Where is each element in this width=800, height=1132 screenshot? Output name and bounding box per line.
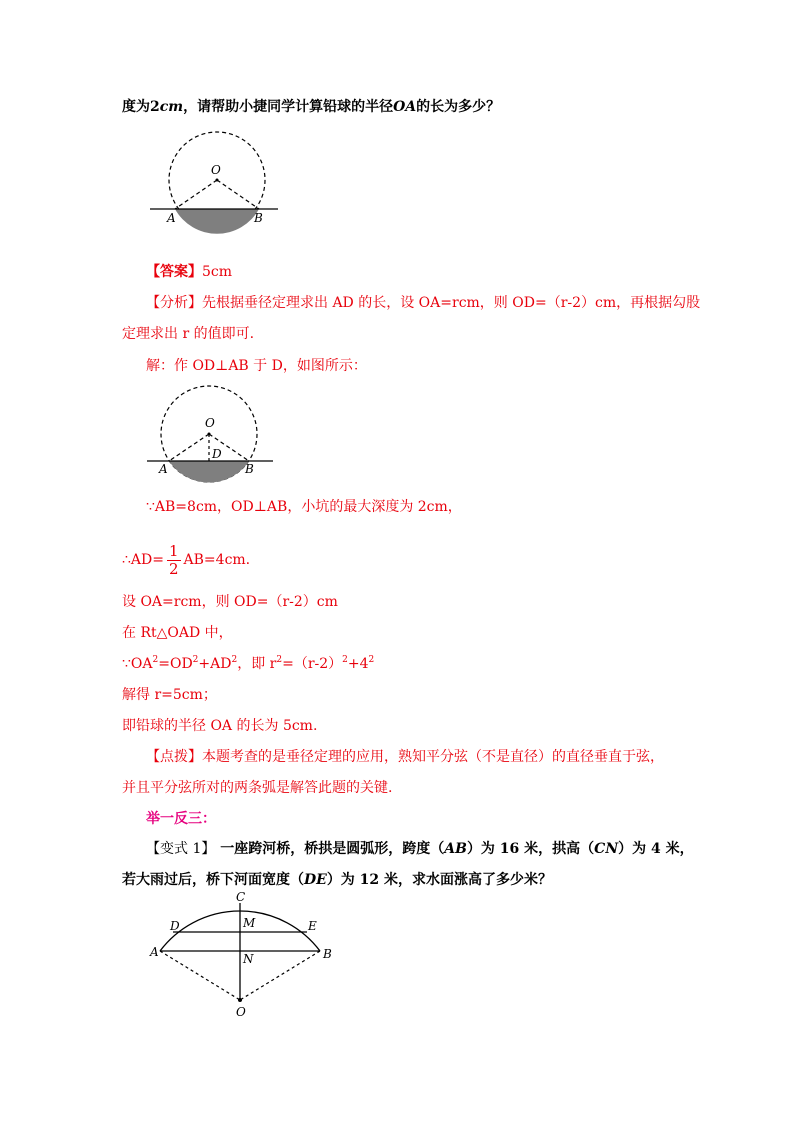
answer-value: 5cm <box>202 264 233 280</box>
fraction-denominator: 2 <box>168 559 179 578</box>
eq-part: =（r-2） <box>282 656 343 672</box>
center-point <box>216 179 219 182</box>
variant-line-2 <box>122 871 552 889</box>
label-a: A <box>159 462 168 476</box>
solution-step-1: ∵AB=8cm，OD⊥AB，小坑的最大深度为 2cm， <box>146 499 462 515</box>
eq-part: +AD <box>198 656 232 672</box>
radius-ob <box>217 180 259 209</box>
figure-circle-pit <box>150 126 290 236</box>
radius-var: OA <box>393 99 417 115</box>
solution-intro: 解：作 OD⊥AB 于 D，如图所示： <box>146 358 367 374</box>
label-b: B <box>245 462 254 476</box>
problem-text: ，请帮助小捷同学计算铅球的半径 <box>183 99 394 115</box>
var-cn: CN <box>594 841 619 857</box>
label-d: D <box>212 447 222 461</box>
analysis-tag: 【分析】 <box>146 295 202 311</box>
tip-text: 本题考查的是垂径定理的应用，熟知平分弦（不是直径）的直径垂直于弦， <box>202 749 664 765</box>
variant-text: ）为 16 米，拱高（ <box>466 841 595 857</box>
figure-circle-pit-with-d <box>147 379 287 489</box>
label-n: N <box>243 952 254 966</box>
step2-suffix: AB=4cm. <box>183 552 251 568</box>
eq-part: =OD <box>158 656 193 672</box>
step2-prefix: ∴AD= <box>122 552 164 568</box>
label-o: O <box>211 163 221 177</box>
label-a: A <box>167 211 176 225</box>
answer-line <box>146 263 232 281</box>
variant-tag: 【变式 1】 <box>146 841 216 857</box>
exponent: 2 <box>276 655 283 665</box>
eq-part: ，即 r <box>237 656 277 672</box>
shaded-segment <box>175 209 259 234</box>
answer-tag: 【答案】 <box>146 264 202 280</box>
tip-tag: 【点拨】 <box>146 749 202 765</box>
exponent: 2 <box>192 655 199 665</box>
label-m: M <box>243 916 256 930</box>
exponent: 2 <box>152 655 159 665</box>
solution-step-4: 在 Rt△OAD 中， <box>122 625 233 641</box>
var-ab: AB <box>444 841 467 857</box>
analysis-line-2: 定理求出 r 的值即可. <box>122 326 255 342</box>
radius-ao <box>160 951 240 1000</box>
solution-step-2 <box>122 542 250 578</box>
solution-step-7: 即铅球的半径 OA 的长为 5cm. <box>122 718 318 734</box>
label-e: E <box>308 919 317 933</box>
problem-text: 度为 <box>122 99 150 115</box>
variant-text: 若大雨过后，桥下河面宽度（ <box>122 872 304 888</box>
problem-text: 的长为多少？ <box>416 99 501 115</box>
depth-unit: cm <box>159 99 184 115</box>
analysis-text: 先根据垂径定理求出 AD 的长，设 OA=rcm，则 OD=（r-2）cm，再根据勾股 <box>202 295 701 311</box>
variant-text: ）为 12 米，求水面涨高了多少米？ <box>326 872 553 888</box>
fraction-half <box>167 543 181 578</box>
exponent: 2 <box>342 655 348 665</box>
eq-part: +4 <box>347 656 369 672</box>
section-title: 举一反三： <box>146 811 216 827</box>
variant-line-1 <box>146 840 694 858</box>
problem-statement <box>122 98 500 116</box>
tip-line-1 <box>146 748 664 766</box>
label-b: B <box>254 211 263 225</box>
label-b: B <box>323 947 332 961</box>
label-a: A <box>150 945 159 959</box>
radius-oa <box>169 434 209 461</box>
label-o: O <box>236 1005 246 1019</box>
radius-oa <box>175 180 217 209</box>
figure-bridge-arc <box>148 890 348 1020</box>
fraction-numerator: 1 <box>168 541 179 560</box>
tip-line-2: 并且平分弦所对的两条弧是解答此题的关键. <box>122 780 393 796</box>
analysis-line-1 <box>146 294 700 312</box>
solution-step-5 <box>122 655 374 673</box>
variant-text: ）为 4 米， <box>618 841 694 857</box>
solution-step-3: 设 OA=rcm，则 OD=（r-2）cm <box>122 594 338 610</box>
variant-text: 一座跨河桥，桥拱是圆弧形，跨度（ <box>215 841 445 857</box>
solution-step-6: 解得 r=5cm； <box>122 687 217 703</box>
label-o: O <box>205 416 215 430</box>
depth-value: 2 <box>150 99 160 115</box>
var-de: DE <box>304 872 327 888</box>
eq-part: ∵OA <box>122 656 153 672</box>
center-point <box>208 433 211 436</box>
exponent: 2 <box>368 655 375 665</box>
exponent: 2 <box>231 655 238 665</box>
shaded-segment <box>169 461 249 482</box>
label-c: C <box>236 890 246 904</box>
point-o <box>238 998 242 1002</box>
label-d: D <box>170 919 180 933</box>
